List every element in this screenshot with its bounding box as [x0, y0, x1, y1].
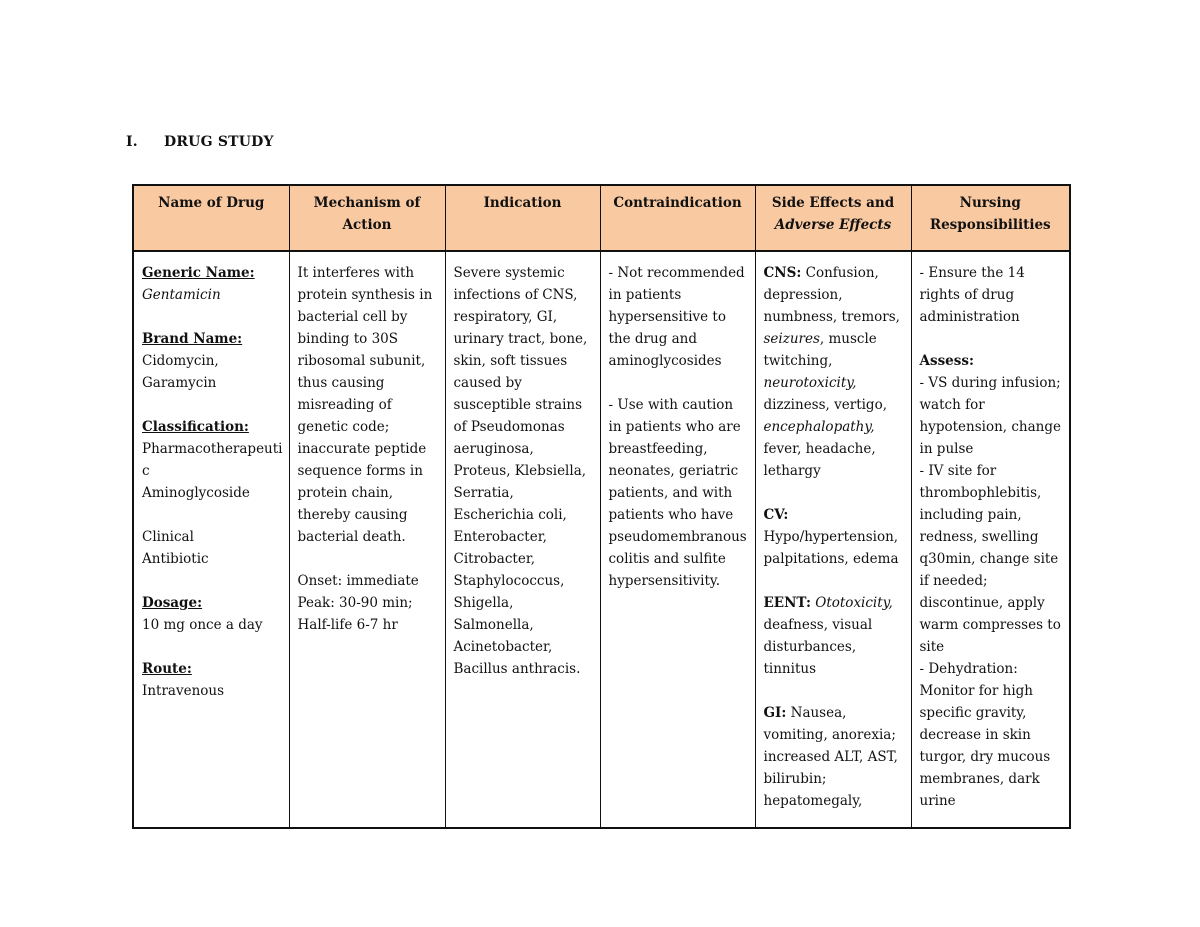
brand-name-value-2: Garamycin — [142, 375, 217, 391]
indication-text: Severe systemic infections of CNS, respiratory, GI, urinary tract, bone, skin, soft tissues caused by susceptible strains of Pseudomonas aeruginosa, Proteus, Klebsiella, Serratia, Escherichia coli, Enterobacter, Citrobacter, Staphylococcus, Shigella, Salmonella, Acinetobacter, Bacillus anthracis. — [453, 265, 588, 677]
nursing-item-4: - Dehydration: Monitor for high specific gravity, decrease in skin turgor, dry mucous membranes, dark urine — [919, 661, 1051, 809]
eent-label: EENT: — [763, 595, 811, 611]
eent-ototoxicity: Ototoxicity, — [815, 595, 893, 611]
assess-label: Assess: — [919, 353, 974, 369]
side-effects-eent — [764, 592, 905, 680]
cns-text-2: , muscle twitching, — [763, 331, 877, 369]
side-effects-gi — [764, 702, 905, 812]
cv-text: Hypo/hypertension, palpitations, edema — [763, 529, 899, 567]
classification-label: Classification: — [142, 419, 249, 435]
dosage-value: 10 mg once a day — [142, 617, 263, 633]
route-label: Route: — [142, 661, 192, 677]
cns-text-3: dizziness, vertigo, — [763, 397, 887, 413]
dosage-label: Dosage: — [142, 595, 203, 611]
nursing-item-3: - IV site for thrombophlebitis, including pain, redness, swelling q30min, change site if needed; discontinue, apply warm compresses to site — [919, 463, 1061, 655]
route-value: Intravenous — [142, 683, 225, 699]
header-side-effects — [755, 185, 911, 251]
table-row — [133, 251, 1070, 828]
gi-label: GI: — [763, 705, 787, 721]
classification-line-1: Pharmacotherapeuti — [142, 441, 283, 457]
brand-name-label: Brand Name: — [142, 331, 243, 347]
cns-text-1: Confusion, depression, numbness, tremors, — [763, 265, 900, 325]
cell-mechanism-of-action — [289, 251, 445, 828]
gi-text: Nausea, vomiting, anorexia; increased ALT, AST, bilirubin; hepatomegaly, — [763, 705, 898, 809]
table-header-row — [133, 185, 1070, 251]
section-number: I. — [126, 134, 138, 150]
contraindication-item-1: - Not recommended in patients hypersensitive to the drug and aminoglycosides — [608, 265, 745, 369]
side-effects-cns — [764, 262, 905, 482]
cns-encephalopathy: encephalopathy, — [763, 419, 875, 435]
mechanism-text: It interferes with protein synthesis in bacterial cell by binding to 30S ribosomal subunit, thus causing misreading of genetic code; inaccurate peptide sequence forms in protein chain, thereby causing bacterial death. — [297, 265, 433, 545]
header-nursing-responsibilities: Nursing Responsibilities — [911, 185, 1070, 251]
cv-label: CV: — [763, 507, 789, 523]
cns-neurotoxicity: neurotoxicity, — [763, 375, 857, 391]
generic-name-label: Generic Name: — [142, 265, 255, 281]
eent-text: deafness, visual disturbances, tinnitus — [763, 617, 873, 677]
mechanism-peak: Peak: 30-90 min; — [297, 595, 413, 611]
cell-nursing-responsibilities — [911, 251, 1070, 828]
classification-line-3: Aminoglycoside — [142, 485, 250, 501]
cell-contraindication — [600, 251, 755, 828]
cell-indication — [445, 251, 600, 828]
contraindication-item-2: - Use with caution in patients who are breastfeeding, neonates, geriatric patients, and with patients who have pseudomembranous colitis and sulfite hypersensitivity. — [608, 397, 747, 589]
brand-name-value-1: Cidomycin, — [142, 353, 219, 369]
header-side-effects-line1: Side Effects and — [771, 195, 895, 211]
cns-seizures: seizures — [763, 331, 820, 347]
mechanism-half-life: Half-life 6-7 hr — [297, 617, 398, 633]
header-indication: Indication — [445, 185, 600, 251]
header-side-effects-line2: Adverse Effects — [774, 217, 892, 233]
header-mechanism-of-action: Mechanism of Action — [289, 185, 445, 251]
header-name-of-drug: Name of Drug — [133, 185, 289, 251]
section-title: DRUG STUDY — [164, 134, 274, 150]
nursing-item-2: - VS during infusion; watch for hypotension, change in pulse — [919, 375, 1061, 457]
cell-name-of-drug — [133, 251, 289, 828]
section-heading — [126, 134, 274, 150]
drug-study-table — [132, 184, 1071, 829]
nursing-item-1: - Ensure the 14 rights of drug administration — [919, 265, 1025, 325]
classification-line-4: Clinical — [142, 529, 194, 545]
cns-text-4: fever, headache, lethargy — [763, 441, 876, 479]
classification-line-5: Antibiotic — [142, 551, 209, 567]
mechanism-onset: Onset: immediate — [297, 573, 419, 589]
generic-name-value: Gentamicin — [142, 287, 221, 303]
cell-side-effects — [755, 251, 911, 828]
header-contraindication: Contraindication — [600, 185, 755, 251]
cns-label: CNS: — [763, 265, 802, 281]
classification-line-2: c — [142, 463, 150, 479]
